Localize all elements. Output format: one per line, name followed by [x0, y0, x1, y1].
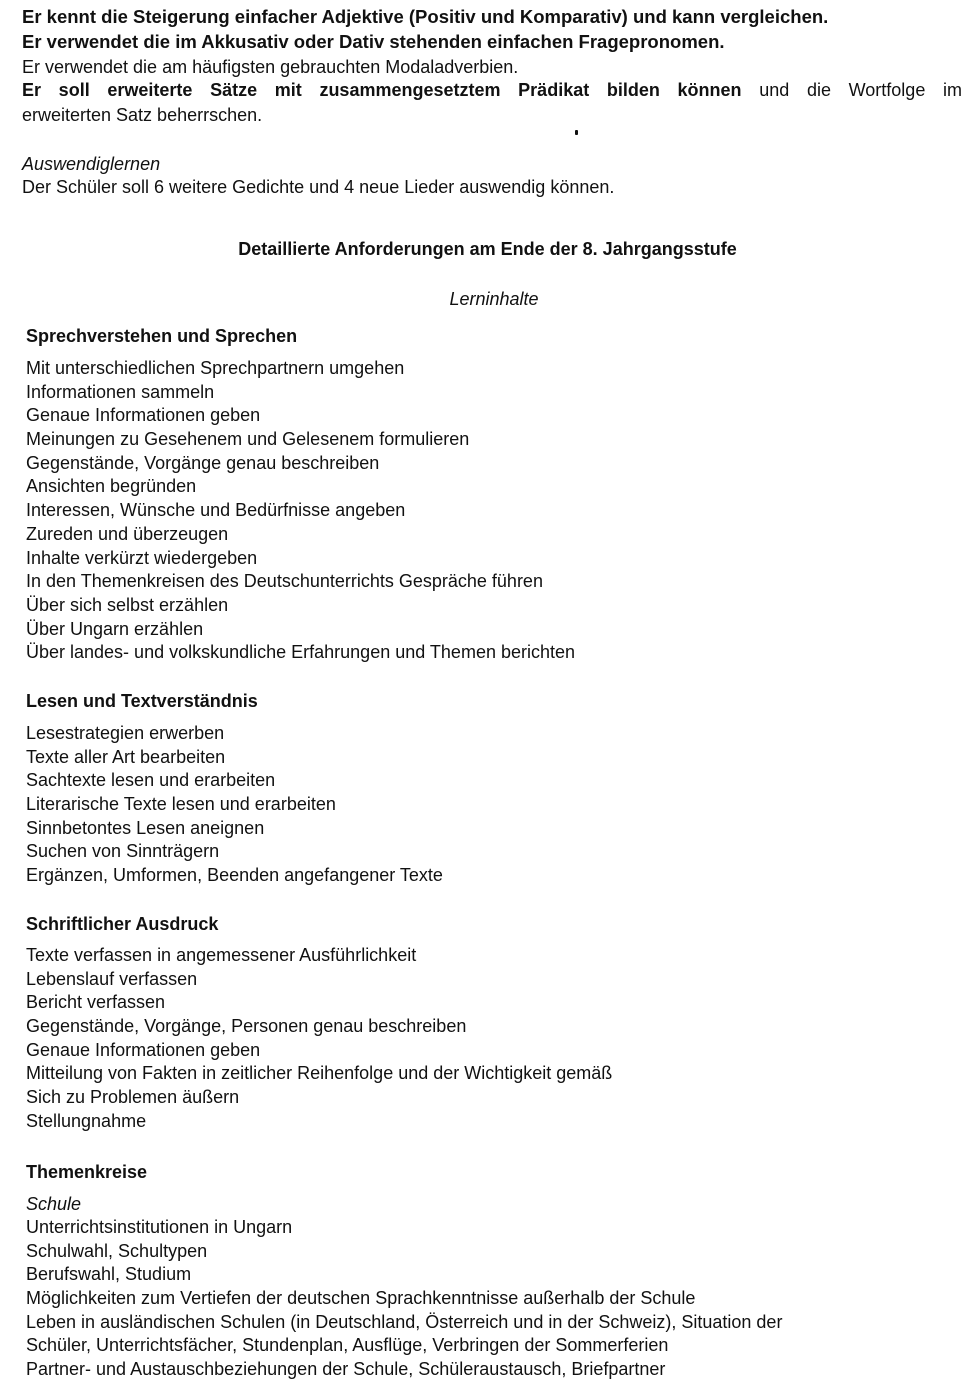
list-item: Unterrichtsinstitutionen in Ungarn — [26, 1217, 293, 1237]
intro-line-4-bold: Er soll erweiterte Sätze mit zusammengesetztem Prädikat bilden können — [22, 80, 742, 100]
list-item: Stellungnahme — [26, 1110, 147, 1131]
list-item: Ergänzen, Umformen, Beenden angefangener Texte — [26, 865, 443, 886]
list-item: Sich zu Problemen äußern — [26, 1087, 240, 1108]
list-item: Zureden und überzeugen — [26, 523, 229, 544]
list-item: Genaue Informationen geben — [26, 1039, 261, 1060]
list-item: Meinungen zu Gesehenem und Gelesenem formulieren — [26, 429, 470, 450]
memorize-text: Der Schüler soll 6 weitere Gedichte und 4 neue Lieder auswendig können. — [22, 177, 615, 197]
list-sprechen — [26, 357, 575, 665]
list-item: Inhalte verkürzt wiedergeben — [26, 547, 258, 568]
list-themenkreise — [26, 1216, 782, 1382]
list-item: Literarische Texte lesen und erarbeiten — [26, 794, 336, 815]
intro-line-2: Er verwendet die im Akkusativ oder Dativ stehenden einfachen Fragepronomen. — [22, 31, 725, 52]
section-title-schriftlich: Schriftlicher Ausdruck — [26, 914, 219, 934]
list-item: Suchen von Sinnträgern — [26, 841, 220, 862]
list-item: Interessen, Wünsche und Bedürfnisse angeben — [26, 500, 406, 521]
list-item: Berufswahl, Studium — [26, 1264, 192, 1285]
list-item: Ansichten begründen — [26, 476, 197, 497]
list-item: Gegenstände, Vorgänge, Personen genau beschreiben — [26, 1016, 467, 1037]
list-item: Möglichkeiten zum Vertiefen der deutschen Sprachkenntnisse außerhalb der Schule — [26, 1288, 696, 1309]
list-item: Sachtexte lesen und erarbeiten — [26, 770, 276, 791]
list-item: Partner- und Austauschbeziehungen der Schule, Schüleraustausch, Briefpartner — [26, 1359, 666, 1380]
list-item: Genaue Informationen geben — [26, 405, 261, 426]
memorize-title: Auswendiglernen — [22, 154, 161, 174]
list-item: Leben in ausländischen Schulen (in Deutschland, Österreich und in der Schweiz), Situation der — [26, 1311, 783, 1332]
list-item: Mit unterschiedlichen Sprechpartnern umgehen — [26, 358, 405, 378]
list-item: Lesestrategien erwerben — [26, 723, 225, 743]
section-title-themenkreise: Themenkreise — [26, 1162, 148, 1182]
list-item: Über Ungarn erzählen — [26, 618, 204, 639]
list-item: Schüler, Unterrichtsfächer, Stundenplan, Ausflüge, Verbringen der Sommerferien — [26, 1335, 669, 1356]
section-title-sprechen: Sprechverstehen und Sprechen — [26, 326, 298, 346]
scan-speck — [575, 130, 578, 135]
intro-line-3: Er verwendet die am häufigsten gebrauchten Modaladverbien. — [22, 57, 519, 77]
list-lesen — [26, 722, 443, 888]
list-item: Texte aller Art bearbeiten — [26, 746, 226, 767]
list-item: Über sich selbst erzählen — [26, 594, 229, 615]
list-item: Mitteilung von Fakten in zeitlicher Reihenfolge und der Wichtigkeit gemäß — [26, 1063, 613, 1084]
intro-line-1: Er kennt die Steigerung einfacher Adjektive (Positiv und Komparativ) und kann vergleichen. — [22, 6, 829, 27]
list-item: Über landes- und volkskundliche Erfahrungen und Themen berichten — [26, 642, 576, 663]
intro-line-4 — [22, 79, 962, 101]
list-item: Informationen sammeln — [26, 381, 215, 402]
list-item: Gegenstände, Vorgänge genau beschreiben — [26, 452, 380, 473]
list-item: Schulwahl, Schultypen — [26, 1240, 208, 1261]
section-subtitle-schule: Schule — [26, 1194, 82, 1214]
subtitle: Lerninhalte — [449, 289, 539, 309]
list-item: Sinnbetontes Lesen aneignen — [26, 817, 265, 838]
list-item: Lebenslauf verfassen — [26, 968, 198, 989]
main-title: Detaillierte Anforderungen am Ende der 8. Jahrgangsstufe — [238, 239, 737, 259]
list-item: In den Themenkreisen des Deutschunterrichts Gespräche führen — [26, 571, 543, 592]
list-item: Bericht verfassen — [26, 992, 166, 1013]
intro-line-4-rest: und die Wortfolge im — [741, 80, 962, 100]
list-item: Texte verfassen in angemessener Ausführlichkeit — [26, 945, 417, 965]
list-schriftlich — [26, 944, 612, 1134]
section-title-lesen: Lesen und Textverständnis — [26, 691, 258, 711]
intro-line-5: erweiterten Satz beherrschen. — [22, 105, 263, 125]
